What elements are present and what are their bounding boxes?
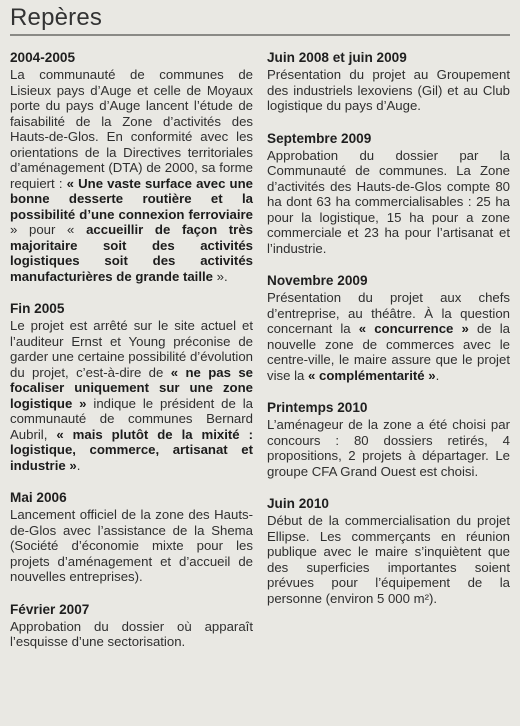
timeline-entry <box>267 131 510 257</box>
entry-text <box>267 67 510 114</box>
entry-date: 2004-2005 <box>10 50 76 65</box>
entry-date: Fin 2005 <box>10 301 65 316</box>
entry-date: Printemps 2010 <box>267 400 368 415</box>
emphasis-quote: « complémentarité » <box>308 367 436 383</box>
text-segment: ». <box>213 268 228 284</box>
header <box>10 6 510 36</box>
columns <box>10 50 510 667</box>
text-segment: Approbation du dossier par la Communauté de communes. La Zone d’activités des Hauts-de-Glos compte 80 ha dont 63 ha commercialisables : 25 ha pour la logistique, 15 ha pour a zone commerciale et 23 ha pour l’artisanat et l’industrie. <box>267 147 510 256</box>
text-segment: La communauté de communes de Lisieux pays d’Auge et celle de Moyaux porte du pays d’Auge lancent l’étude de faisabilité de la Zone d’activités des Hauts-de-Glos. En conformité avec les orientations de la Directives territoriales d’aménagement (DTA) de 2000, sa forme requiert : <box>10 67 253 191</box>
entry-text <box>267 513 510 606</box>
entry-text <box>267 148 510 257</box>
text-segment: indique le président de la communauté de communes Bernard Aubril, <box>10 395 253 442</box>
entry-date: Février 2007 <box>10 601 90 617</box>
entry-text <box>10 619 253 650</box>
text-segment: Présentation du projet au Groupement des industriels lexoviens (Gil) et au Club logistique du pays d’Auge. <box>267 67 510 113</box>
emphasis-quote: « concurrence » <box>358 321 469 336</box>
emphasis-quote: « ne pas se focaliser uniquement sur une zone logistique » <box>10 364 253 411</box>
timeline-entry <box>10 602 253 650</box>
emphasis-quote: accueillir de façon très majoritaire soit des activités logistiques soit des activités manufacturières de grande taille <box>10 222 253 284</box>
entry-text <box>10 507 253 585</box>
entry-text <box>267 290 510 383</box>
text-segment: Approbation du dossier où apparaît l’esquisse d’une sectorisation. <box>10 618 253 649</box>
entry-text <box>10 318 253 473</box>
text-segment: Le projet est arrêté sur le site actuel et l’auditeur Ernst et Young préconise de garder une certaine possibilité d’évolution du projet, c’est-à-dire de <box>10 318 253 380</box>
entry-date: Juin 2010 <box>267 496 329 511</box>
text-segment: Lancement officiel de la zone des Hauts-de-Glos avec l’assistance de la Shema (Société d’économie mixte pour les projets d’aménagement et d’accueil de nouvelles entreprises). <box>10 507 253 584</box>
text-segment: Début de la commercialisation du projet Ellipse. Les commerçants en réunion publique avec le maire s’inquiètent que des superficies importantes soient prévues pour l’équipement de la personne (environ 5 000 m²). <box>267 513 510 606</box>
entry-date: Novembre 2009 <box>267 273 368 288</box>
right-column <box>267 50 510 667</box>
entry-date: Mai 2006 <box>10 490 67 505</box>
timeline-entry <box>10 301 253 473</box>
left-column <box>10 50 253 667</box>
timeline-entry <box>267 273 510 383</box>
text-segment: . <box>435 367 440 383</box>
text-segment: L’aménageur de la zone a été choisi par concours : 80 dossiers retirés, 4 propositions, 2 projets à départager. Le groupe CFA Grand Ouest est choisi. <box>267 417 510 479</box>
text-segment: . <box>76 457 81 473</box>
timeline-entry <box>267 400 510 479</box>
text-segment: Présentation du projet aux chefs d’entreprise, au théâtre. À la question concernant la <box>267 290 510 336</box>
timeline-entry <box>10 490 253 585</box>
text-segment: » pour « <box>10 222 87 237</box>
entry-text <box>10 67 253 284</box>
emphasis-quote: « Une vaste surface avec une bonne desserte routière et la possibilité d’une connexion ferroviaire <box>10 175 253 222</box>
entry-text <box>267 417 510 479</box>
timeline-entry <box>267 496 510 606</box>
page-title: Repères <box>10 4 103 31</box>
entry-date: Septembre 2009 <box>267 130 372 146</box>
text-segment: de la nouvelle zone de commerces avec le centre-ville, le maire assure que le projet vise la <box>267 321 511 383</box>
entry-date: Juin 2008 et juin 2009 <box>267 50 407 65</box>
emphasis-quote: « mais plutôt de la mixité : logistique, commerce, artisanat et industrie » <box>10 426 253 473</box>
timeline-entry <box>267 50 510 114</box>
timeline-entry <box>10 50 253 284</box>
